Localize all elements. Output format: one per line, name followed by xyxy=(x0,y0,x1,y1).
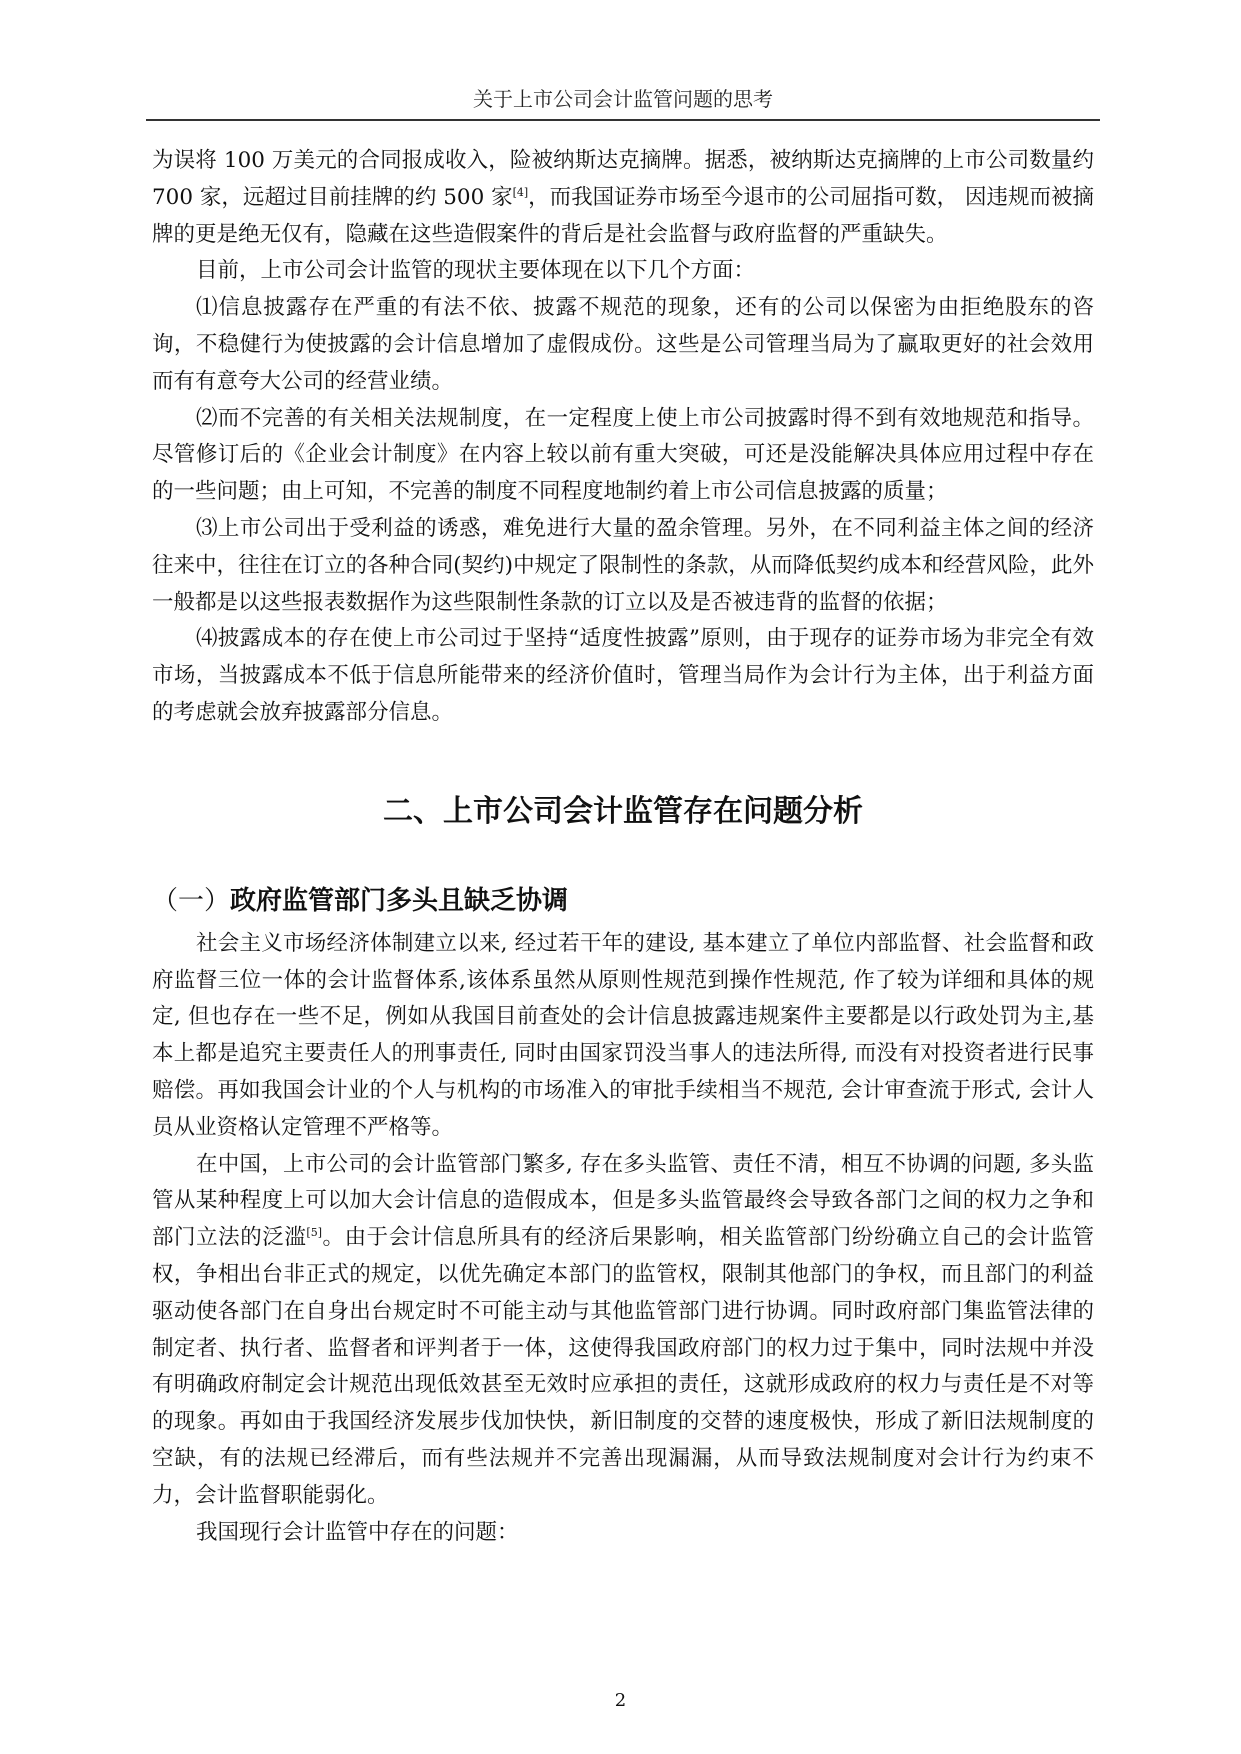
citation-ref: [4] xyxy=(512,185,529,199)
paragraph-text: 。由于会计信息所具有的经济后果影响，相关监管部门纷纷确立自己的会计监管权，争相出台非正式的规定，以优先确定本部门的监管权，限制其他部门的争权，而且部门的利益驱动使各部门在自身出台规定时不可能主动与其他监管部门进行协调。同时政府部门集监管法律的制定者、执行者、监督者和评判者于一体，这使得我国政府部门的权力过于集中，同时法规中并没有明确政府制定会计规范出现低效甚至无效时应承担的责任，这就形成政府的权力与责任是不对等的现象。再如由于我国经济发展步伐加快快，新旧制度的交替的速度极快，形成了新旧法规制度的空缺，有的法规已经滞后，而有些法规并不完善出现漏漏，从而导致法规制度对会计行为约束不力，会计监督职能弱化。 xyxy=(152,1225,1094,1508)
subsection-title: 政府监管部门多头且缺乏协调 xyxy=(230,885,569,916)
list-item-1: ⑴信息披露存在严重的有法不依、披露不规范的现象，还有的公司以保密为由拒绝股东的咨询，不稳健行为使披露的会计信息增加了虚假成份。这些是公司管理当局为了赢取更好的社会效用而有有意夸大公司的经营业绩。 xyxy=(152,295,1094,394)
header-rule xyxy=(146,119,1100,121)
list-item-2: ⑵而不完善的有关相关法规制度，在一定程度上使上市公司披露时得不到有效地规范和指导。尽管修订后的《企业会计制度》在内容上较以前有重大突破，可还是没能解决具体应用过程中存在的一些问题；由上可知，不完善的制度不同程度地制约着上市公司信息披露的质量； xyxy=(152,405,1094,505)
subsection-number: （一） xyxy=(152,885,231,916)
paragraph-continuation xyxy=(152,143,1094,253)
list-item-4: ⑷披露成本的存在使上市公司过于坚持“适度性披露”原则，由于现存的证券市场为非完全有效市场，当披露成本不低于信息所能带来的经济价值时，管理当局作为会计行为主体，出于利益方面的考虑就会放弃披露部分信息。 xyxy=(152,626,1094,725)
paragraph-text: 为误将 100 万美元的合同报成收入，险被纳斯达克摘牌。据悉，被纳斯达克摘牌的上市公司数量约 700 家，远超过目前挂牌的约 500 家 xyxy=(152,148,1094,210)
running-header: 关于上市公司会计监管问题的思考 xyxy=(473,87,773,111)
page-number: 2 xyxy=(614,1690,627,1711)
paragraph-text: 在中国，上市公司的会计监管部门繁多, 存在多头监管、责任不清，相互不协调的问题, 多头监管从某种程度上可以加大会计信息的造假成本，但是多头监管最终会导致各部门之间的权力之争和部门立法的泛滥 xyxy=(152,1151,1094,1251)
list-item-3: ⑶上市公司出于受利益的诱惑，难免进行大量的盈余管理。另外，在不同利益主体之间的经济往来中，往往在订立的各种合同(契约)中规定了限制性的条款，从而降低契约成本和经营风险，此外一般都是以这些报表数据作为这些限制性条款的订立以及是否被违背的监督的依据； xyxy=(152,515,1094,615)
paragraph: 社会主义市场经济体制建立以来, 经过若干年的建设, 基本建立了单位内部监督、社会监督和政府监督三位一体的会计监督体系,该体系虽然从原则性规范到操作性规范, 作了较为详细和具体的规定, 但也存在一些不足，例如从我国目前查处的会计信息披露违规案件主要都是以行政处罚为主,基本上都是追究主要责任人的刑事责任, 同时由国家罚没当事人的违法所得, 而没有对投资者进行民事赔偿。再如我国会计业的个人与机构的市场准入的审批手续相当不规范, 会计审查流于形式, 会计人员从业资格认定管理不严格等。 xyxy=(152,930,1094,1140)
page-body xyxy=(152,143,1094,1551)
paragraph xyxy=(152,1147,1094,1515)
subsection-heading xyxy=(152,884,1094,918)
paragraph-intro: 目前，上市公司会计监管的现状主要体现在以下几个方面： xyxy=(196,258,756,284)
paragraph-lead: 我国现行会计监管中存在的问题： xyxy=(196,1519,519,1545)
section-heading: 二、上市公司会计监管存在问题分析 xyxy=(383,793,863,829)
paragraph-text: ，而我国证券市场至今退市的公司屈指可数， 因违规而被摘牌的更是绝无仅有，隐藏在这些造假案件的背后是社会监督与政府监督的严重缺失。 xyxy=(152,184,1095,247)
citation-ref: [5] xyxy=(306,1225,322,1239)
